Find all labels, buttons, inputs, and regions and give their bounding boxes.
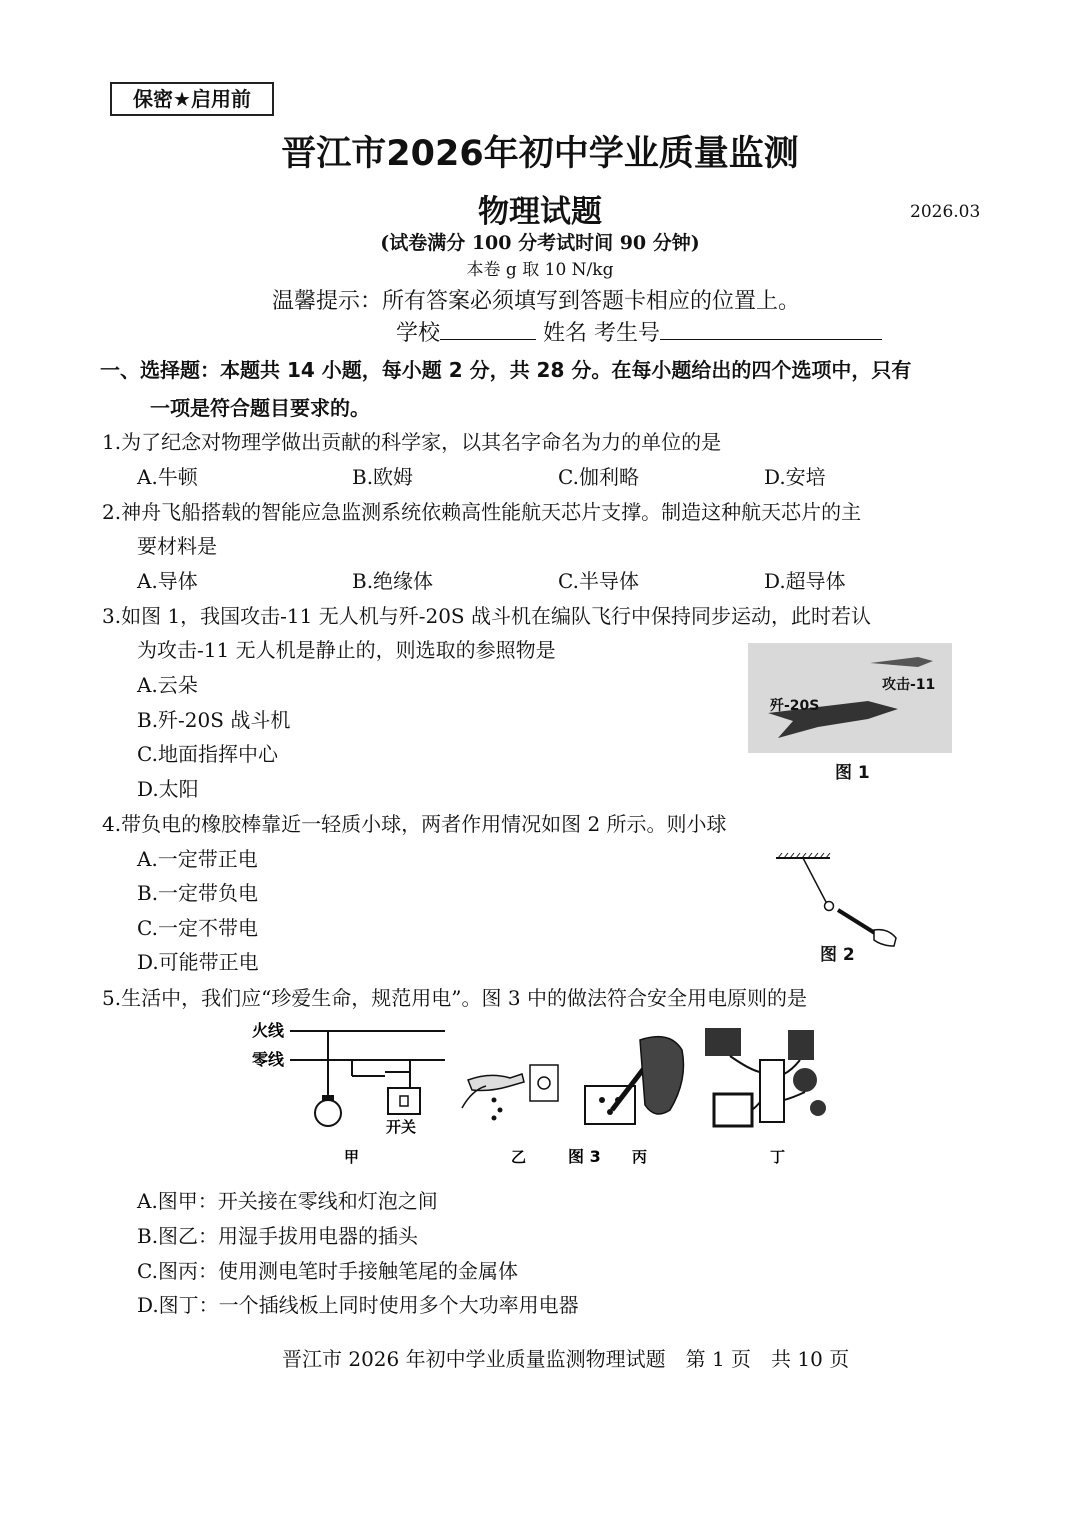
section-heading-line1: 一、选择题：本题共 14 小题，每小题 2 分，共 28 分。在每小题给出的四个选项中，只有 bbox=[100, 358, 912, 382]
name-label: 姓名 bbox=[543, 321, 588, 346]
figure-2-diagram bbox=[770, 850, 905, 950]
q1-option-c: C.伽利略 bbox=[558, 465, 639, 489]
q3-option-d: D.太阳 bbox=[137, 777, 199, 801]
id-label: 考生号 bbox=[594, 321, 661, 346]
id-blank[interactable] bbox=[660, 317, 882, 340]
q5-option-c: C.图丙：使用测电笔时手接触笔尾的金属体 bbox=[137, 1259, 518, 1283]
q2-option-a: A.导体 bbox=[137, 569, 198, 593]
power-strip-icon bbox=[760, 1060, 784, 1122]
neutral-wire-label: 零线 bbox=[252, 1050, 285, 1069]
figure-1-caption: 图 1 bbox=[835, 763, 870, 783]
school-label: 学校 bbox=[396, 321, 441, 346]
figure-3-caption: 图 3 bbox=[568, 1147, 601, 1166]
q4-option-a: A.一定带正电 bbox=[137, 847, 258, 871]
figure-2-caption: 图 2 bbox=[820, 945, 855, 965]
section-heading-line2: 一项是符合题目要求的。 bbox=[150, 396, 370, 420]
q3-stem-line2: 为攻击-11 无人机是静止的，则选取的参照物是 bbox=[137, 638, 556, 662]
q1-option-b: B.欧姆 bbox=[352, 465, 414, 489]
figure-yi-label: 乙 bbox=[511, 1148, 527, 1166]
thread bbox=[803, 858, 826, 902]
confidential-stamp: 保密★启用前 bbox=[110, 82, 274, 116]
q4-option-d: D.可能带正电 bbox=[137, 950, 259, 974]
student-info-fields bbox=[396, 316, 882, 347]
warm-tip: 温馨提示：所有答案必须填写到答题卡相应的位置上。 bbox=[272, 289, 801, 314]
switch-label: 开关 bbox=[386, 1118, 417, 1136]
appliance-icon bbox=[788, 1030, 814, 1060]
q2-stem-line1: 2.神舟飞船搭载的智能应急监测系统依赖高性能航天芯片支撑。制造这种航天芯片的主 bbox=[102, 500, 862, 524]
hand-holding-pen-icon bbox=[640, 1037, 684, 1114]
q4-option-b: B.一定带负电 bbox=[137, 881, 259, 905]
bulb-icon bbox=[315, 1100, 341, 1126]
exam-date: 2026.03 bbox=[910, 202, 981, 222]
q1-option-a: A.牛顿 bbox=[137, 465, 198, 489]
q2-option-d: D.超导体 bbox=[764, 569, 846, 593]
q3-option-a: A.云朵 bbox=[137, 673, 198, 697]
full-score-note: (试卷满分 100 分考试时间 90 分钟) bbox=[380, 232, 700, 254]
gravity-note: 本卷 g 取 10 N/kg bbox=[466, 260, 614, 280]
exam-title: 晋江市2026年初中学业质量监测 bbox=[281, 134, 799, 174]
appliance-icon bbox=[793, 1068, 817, 1092]
q5-option-d: D.图丁：一个插线板上同时使用多个大功率用电器 bbox=[137, 1293, 579, 1317]
q3-stem-line1: 3.如图 1，我国攻击-11 无人机与歼-20S 战斗机在编队飞行中保持同步运动，此时若认 bbox=[102, 604, 871, 628]
fighter-label: 歼-20S bbox=[770, 698, 820, 714]
page-footer: 晋江市 2026 年初中学业质量监测物理试题 第 1 页 共 10 页 bbox=[282, 1347, 850, 1371]
q1-stem: 1.为了纪念对物理学做出贡献的科学家，以其名字命名为力的单位的是 bbox=[102, 430, 722, 454]
figure-bing-label: 丙 bbox=[632, 1148, 648, 1166]
exam-subtitle: 物理试题 bbox=[478, 194, 602, 230]
figure-1-photo bbox=[748, 643, 952, 753]
q2-stem-line2: 要材料是 bbox=[137, 534, 217, 558]
school-blank[interactable] bbox=[440, 317, 536, 340]
q4-stem: 4.带负电的橡胶棒靠近一轻质小球，两者作用情况如图 2 所示。则小球 bbox=[102, 812, 727, 836]
figure-jia-label: 甲 bbox=[344, 1148, 360, 1166]
appliance-icon bbox=[705, 1028, 741, 1056]
light-ball bbox=[825, 902, 834, 911]
drone-silhouette bbox=[870, 657, 933, 667]
q3-option-b: B.歼-20S 战斗机 bbox=[137, 708, 291, 732]
q4-option-c: C.一定不带电 bbox=[137, 916, 258, 940]
q3-option-c: C.地面指挥中心 bbox=[137, 742, 278, 766]
q1-option-d: D.安培 bbox=[764, 465, 826, 489]
wet-hand-icon bbox=[468, 1074, 524, 1091]
q5-option-a: A.图甲：开关接在零线和灯泡之间 bbox=[137, 1189, 438, 1213]
q2-option-c: C.半导体 bbox=[558, 569, 639, 593]
appliance-icon bbox=[810, 1100, 826, 1116]
tv-icon bbox=[714, 1094, 752, 1126]
figure-3-diagram bbox=[240, 1010, 840, 1175]
drone-label: 攻击-11 bbox=[882, 677, 936, 693]
q5-option-b: B.图乙：用湿手拔用电器的插头 bbox=[137, 1224, 419, 1248]
rubber-rod bbox=[838, 910, 878, 935]
q2-option-b: B.绝缘体 bbox=[352, 569, 434, 593]
q5-stem: 5.生活中，我们应“珍爱生命，规范用电”。图 3 中的做法符合安全用电原则的是 bbox=[102, 986, 807, 1010]
figure-ding-label: 丁 bbox=[770, 1148, 786, 1166]
hand-icon bbox=[874, 930, 896, 946]
live-wire-label: 火线 bbox=[252, 1021, 285, 1040]
